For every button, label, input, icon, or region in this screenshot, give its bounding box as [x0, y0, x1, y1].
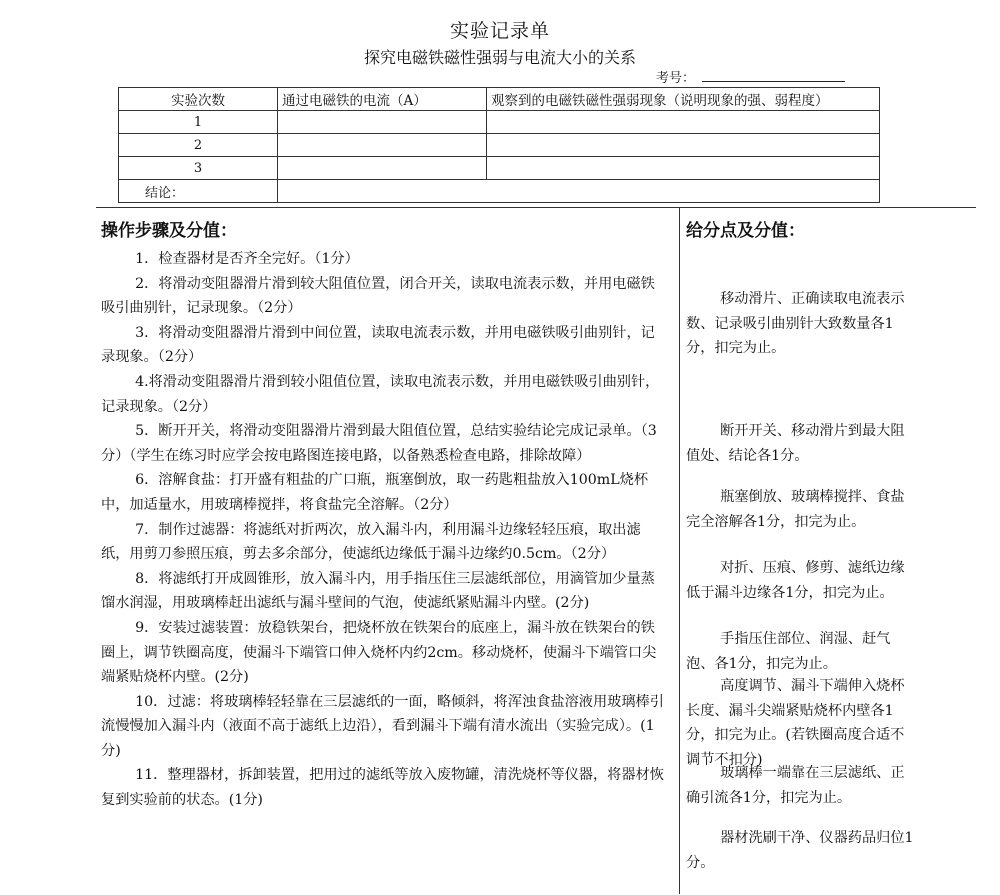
current-cell[interactable] [278, 134, 487, 157]
step-item: 6．溶解食盐：打开盛有粗盐的广口瓶，瓶塞倒放，取一药匙粗盐放入100mL烧杯中，加适量水，用玻璃棒搅拌，将食盐完全溶解。（2分） [101, 472, 649, 513]
page-subtitle: 探究电磁铁磁性强弱与电流大小的关系 [363, 48, 636, 67]
step-item: 8．将滤纸打开成圆锥形，放入漏斗内，用手指压住三层滤纸部位，用滴管加少量蒸馏水润湿，用玻璃棒赶出滤纸与漏斗壁间的气泡，使滤纸紧贴漏斗内壁。(2分) [101, 570, 655, 612]
step-item: 11．整理器材，拆卸装置，把用过的滤纸等放入废物罐，清洗烧杯等仪器，将器材恢复到实验前的状态。(1分) [101, 767, 664, 809]
scoring-item: 高度调节、漏斗下端伸入烧杯长度、漏斗尖端紧贴烧杯内壁各1分，扣完为止。(若铁圈高度合适不调节不扣分) [686, 678, 905, 768]
scoring-item: 玻璃棒一端靠在三层滤纸、正确引流各1分，扣完为止。 [686, 765, 905, 806]
exam-number-label: 考号： [656, 71, 696, 86]
trial-number: 3 [119, 157, 278, 180]
column-divider [679, 208, 680, 894]
scoring-item: 手指压住部位、润湿、赶气泡、各1分，扣完为止。 [686, 631, 891, 672]
scoring-item: 瓶塞倒放、玻璃棒搅拌、食盐完全溶解各1分，扣完为止。 [686, 489, 905, 530]
page-title: 实验记录单 [449, 20, 550, 42]
scoring-item: 移动滑片、正确读取电流表示数、记录吸引曲别针大致数量各1分，扣完为止。 [686, 291, 905, 357]
column-header-trial: 实验次数 [119, 88, 278, 111]
conclusion-label: 结论： [119, 180, 278, 203]
scoring-section-title: 给分点及分值： [686, 221, 805, 241]
trial-number: 2 [119, 134, 278, 157]
step-item: 9．安装过滤装置：放稳铁架台，把烧杯放在铁架台的底座上，漏斗放在铁架台的铁圈上，调节铁圈高度，使漏斗下端管口伸入烧杯内约2cm。移动烧杯，使漏斗下端管口尖端紧贴烧杯内壁。(2分) [101, 619, 657, 686]
step-item: 3．将滑动变阻器滑片滑到中间位置，读取电流表示数，并用电磁铁吸引曲别针，记录现象。（2分） [101, 324, 655, 366]
current-cell[interactable] [278, 111, 487, 134]
scoring-item: 器材洗刷干净、仪器药品归位1分。 [686, 830, 914, 871]
column-header-current: 通过电磁铁的电流（A） [278, 88, 487, 111]
scoring-item: 断开开关、移动滑片到最大阻值处、结论各1分。 [686, 423, 905, 464]
step-item: 2．将滑动变阻器滑片滑到较大阻值位置，闭合开关，读取电流表示数，并用电磁铁吸引曲别针，记录现象。（2分） [101, 275, 655, 317]
steps-list [101, 247, 669, 813]
step-item: 1．检查器材是否齐全完好。（1分） [135, 251, 359, 267]
scoring-item: 对折、压痕、修剪、滤纸边缘低于漏斗边缘各1分，扣完为止。 [686, 560, 905, 601]
trial-number: 1 [119, 111, 278, 134]
scoring-list [686, 0, 918, 894]
column-header-observation: 观察到的电磁铁磁性强弱现象（说明现象的强、弱程度） [487, 88, 880, 111]
steps-section-title: 操作步骤及分值： [101, 221, 237, 241]
current-cell[interactable] [278, 157, 487, 180]
step-item: 4.将滑动变阻器滑片滑到较小阻值位置，读取电流表示数，并用电磁铁吸引曲别针，记录现象。（2分） [101, 373, 660, 415]
step-item: 10．过滤：将玻璃棒轻轻靠在三层滤纸的一面，略倾斜，将浑浊食盐溶液用玻璃棒引流慢慢加入漏斗内（液面不高于滤纸上边沿），看到漏斗下端有清水流出（实验完成）。(1分) [101, 693, 664, 759]
step-item: 7．制作过滤器：将滤纸对折两次，放入漏斗内，利用漏斗边缘轻轻压痕，取出滤纸，用剪刀参照压痕，剪去多余部分，使滤纸边缘低于漏斗边缘约0.5cm。（2分） [101, 521, 641, 563]
step-item: 5．断开开关，将滑动变阻器滑片滑到最大阻值位置，总结实验结论完成记录单。（3分）（学生在练习时应学会按电路图连接电路，以备熟悉检查电路，排除故障） [101, 423, 657, 464]
